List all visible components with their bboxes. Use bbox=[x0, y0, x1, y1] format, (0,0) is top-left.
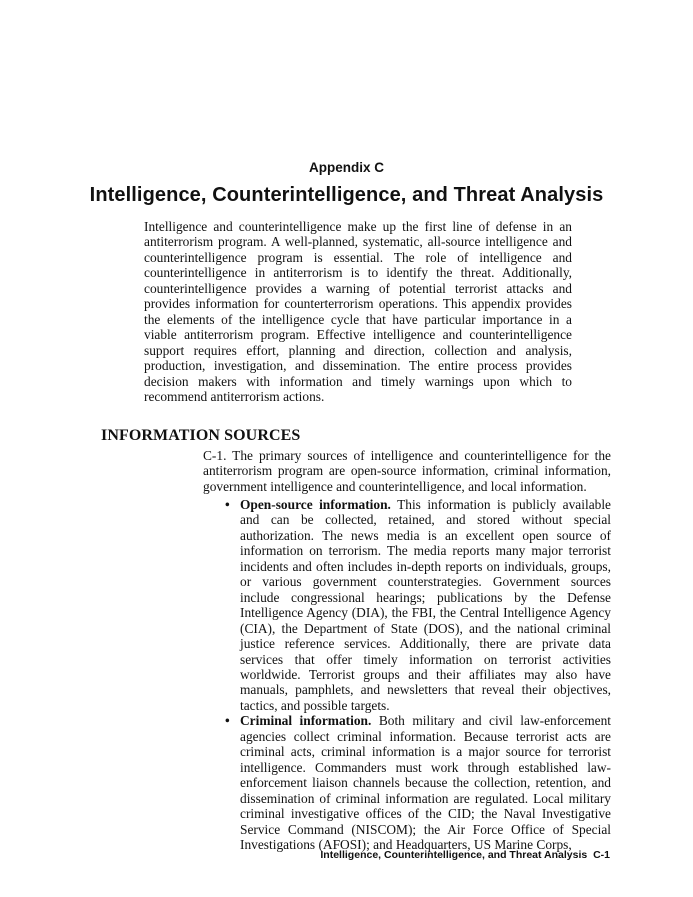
paragraph-c1: C-1. The primary sources of intelligence and counterintelligence for the antiterrorism program are open-source information, criminal information, government intelligence and counterintelligence, and local information. bbox=[203, 448, 611, 494]
bullet-icon: • bbox=[225, 713, 230, 729]
bullet-list bbox=[225, 497, 611, 852]
bullet-text: This information is publicly available and can be collected, retained, and stored without special authorization. The news media is an excellent open source of information on terrorism. The media reports many major terrorist incidents and often includes in-depth reports on individuals, groups, or various government counterstrategies. Government sources include congressional hearings; publications by the Defense Intelligence Agency (DIA), the FBI, the Central Intelligence Agency (CIA), the Department of State (DOS), and the national criminal justice reference services. Additionally, there are private data services that offer timely information on terrorist activities worldwide. Terrorist groups and their affiliates may also have manuals, pamphlets, and newsletters that reveal their objectives, tactics, and possible targets. bbox=[240, 497, 611, 713]
bullet-item-open-source bbox=[225, 497, 611, 713]
bullet-heading: Criminal information. bbox=[240, 713, 372, 729]
bullet-item-criminal bbox=[225, 713, 611, 852]
bullet-heading: Open-source information. bbox=[240, 497, 391, 512]
footer-running-title: Intelligence, Counterintelligence, and Threat Analysis bbox=[320, 849, 588, 861]
page-footer bbox=[320, 849, 610, 861]
bullet-icon: • bbox=[225, 497, 230, 512]
bullet-text: Both military and civil law-enforcement agencies collect criminal information. Because terrorist acts are criminal acts, criminal information is a major source for terrorist intelligence. Commanders must work through established law-enforcement liaison channels because the collection, retention, and dissemination of criminal information are regulated. Local military criminal investigative offices of the CID; the Naval Investigative Service Command (NISCOM); the Air Force Office of Special Investigations (AFOSI); and Headquarters, US Marine Corps, bbox=[240, 713, 611, 852]
page-number: C-1 bbox=[593, 849, 610, 861]
appendix-label: Appendix C bbox=[308, 160, 384, 175]
intro-paragraph: Intelligence and counterintelligence make up the first line of defense in an antiterrorism program. A well-planned, systematic, all-source intelligence and counterintelligence program is essential. The role of intelligence and counterintelligence in antiterrorism is to identify the threat. Additionally, counterintelligence provides a warning of potential terrorist attacks and provides information for counterterrorism operations. This appendix provides the elements of the intelligence cycle that have particular importance in a viable antiterrorism program. Effective intelligence and counterintelligence support requires effort, planning and direction, collection and analysis, production, investigation, and dissemination. The entire process provides decision makers with information and timely warnings upon which to recommend antiterrorism actions. bbox=[144, 219, 572, 404]
page-title: Intelligence, Counterintelligence, and Threat Analysis bbox=[89, 184, 604, 206]
section-heading: INFORMATION SOURCES bbox=[101, 427, 301, 444]
